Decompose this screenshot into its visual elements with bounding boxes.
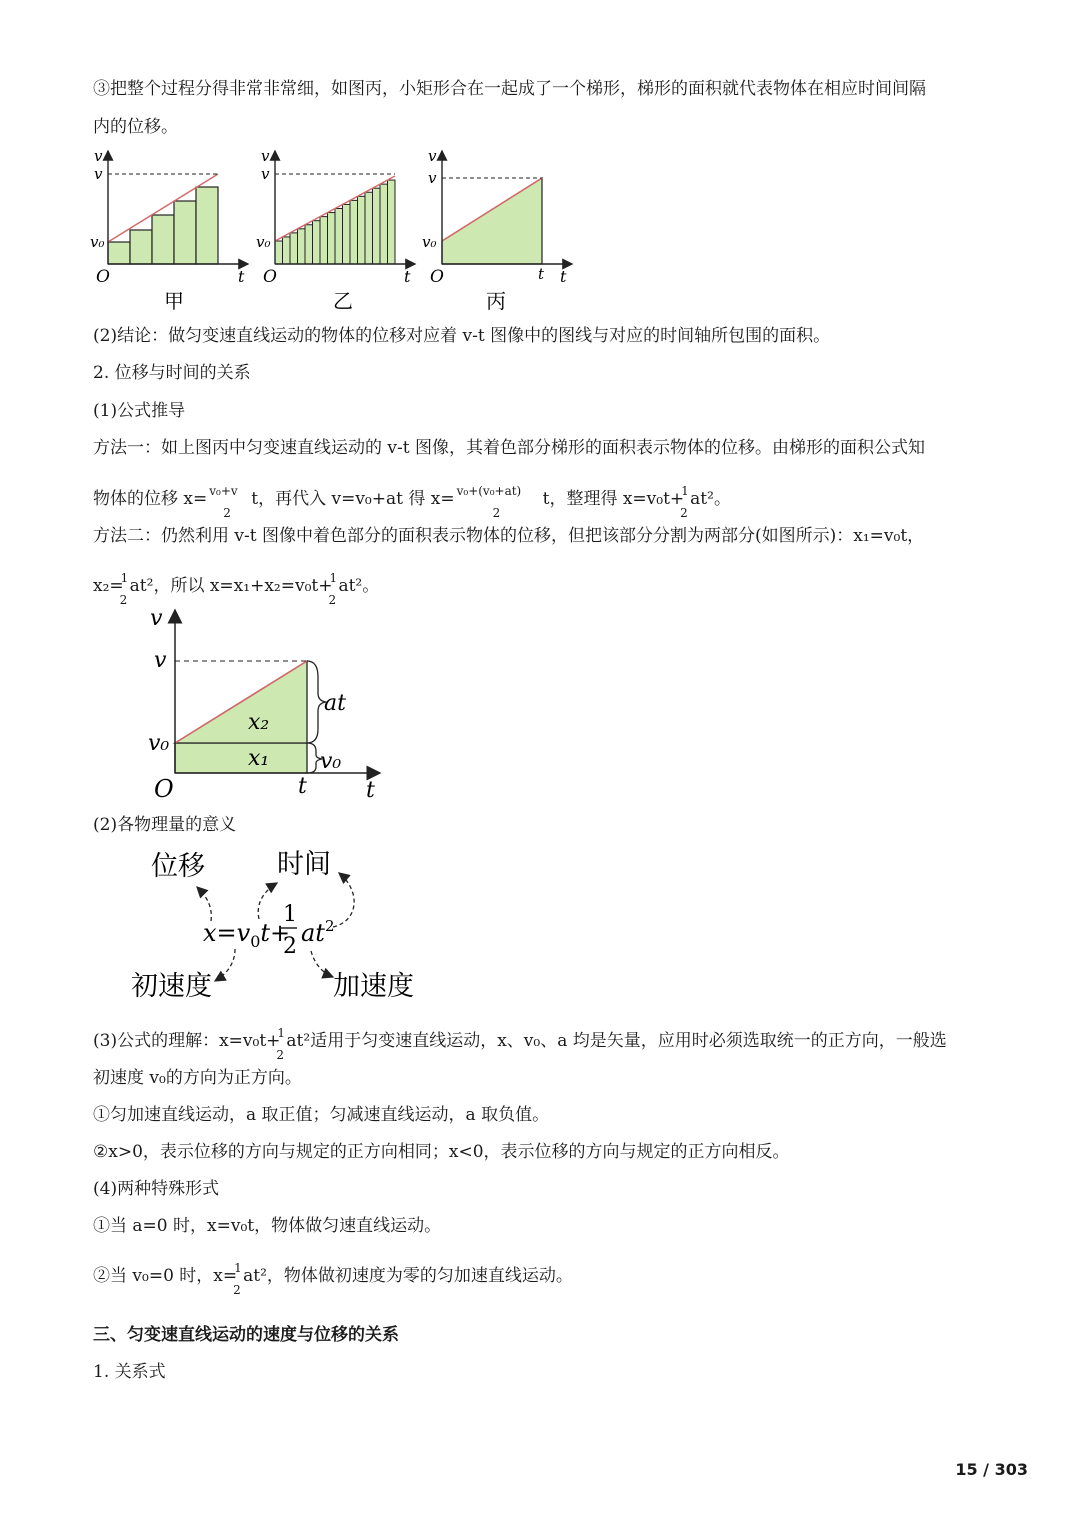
text-segment: at²适用于匀变速直线运动，x、v₀、a 均是矢量，应用时必须选取统一的正方向，一般选 [286,1031,947,1051]
meaning-title: (2)各物理量的意义 [93,815,237,835]
method2-line1: 方法二：仍然利用 v-t 图像中着色部分的面积表示物体的位移，但把该部分分割为两部分(如图所示)：x₁=v₀t， [93,526,925,546]
method1-line1: 方法一：如上图丙中匀变速直线运动的 v-t 图像，其着色部分梯形的面积表示物体的位移。由梯形的面积公式知 [93,438,925,458]
text-segment: ②当 v₀=0 时，x= [93,1266,238,1286]
formula [203,902,335,959]
thin-rect [358,196,366,264]
denominator: 2 [233,1283,241,1297]
origin-label: O [263,267,277,287]
paragraph-step3-line2: 内的位移。 [93,117,178,137]
thin-rect [305,225,313,264]
v-axis-label: v [94,147,103,165]
thin-rect [365,192,373,264]
t-axis-label: t [560,267,567,286]
vt-graphs-row [88,145,588,315]
numerator: 1 [120,571,129,585]
special2 [93,1261,1033,1297]
thin-rect [343,204,351,264]
arrow-to-acceleration [311,951,333,977]
v0-label: v₀ [256,233,271,251]
v-axis-label: v [261,147,270,165]
x1-label: x₁ [248,746,270,771]
paragraph-step3-line1: ③把整个过程分得非常非常细，如图丙，小矩形合在一起成了一个梯形，梯形的面积就代表物体在相应时间间隔 [93,79,926,99]
text-segment: 物体的位移 x= [93,489,208,509]
t-axis-label: t [404,267,411,286]
thin-rect [380,184,388,264]
denominator: 2 [328,593,337,607]
label-initial-velocity: 初速度 [131,971,212,1002]
text-segment: at²。 [690,489,731,509]
v0-label: v₀ [148,731,170,756]
v-axis-label: v [428,147,437,165]
section2-title: 2. 位移与时间的关系 [93,363,251,383]
trapezoid-area [442,178,542,264]
arrow-to-time [258,883,277,919]
special-title: (4)两种特殊形式 [93,1179,220,1199]
label-time: 时间 [277,849,331,880]
point1: ①匀加速直线运动，a 取正值；匀减速直线运动，a 取负值。 [93,1105,550,1125]
text-segment: x₂= [93,576,124,596]
thin-rect [283,237,291,264]
thin-rect [298,229,306,264]
caption-bing: 丙 [486,289,506,313]
denominator: 2 [492,506,501,520]
at-label: at [324,691,346,716]
method1-line2 [93,484,1033,520]
denominator: 2 [119,593,128,607]
split-area-graph [140,605,400,805]
conclusion: (2)结论：做匀变速直线运动的物体的位移对应着 v-t 图像中的图线与对应的时间轴所包围的面积。 [93,326,831,346]
step-rect [196,187,218,264]
thin-rect [328,213,336,264]
label-acceleration: 加速度 [333,971,414,1002]
thin-rect [350,200,358,264]
point2: ②x>0，表示位移的方向与规定的正方向相同；x<0，表示位移的方向与规定的正方向相反。 [93,1142,790,1162]
numerator: 1 [234,1261,242,1275]
understanding-line2: 初速度 v₀的方向为正方向。 [93,1068,302,1088]
text-segment: at²，所以 x=x₁+x₂=v₀t+ [129,576,333,596]
numerator: v₀+v [209,484,238,498]
derivation-title: (1)公式推导 [93,401,186,421]
origin-label: O [154,775,174,803]
thin-rect [313,221,321,264]
svg-text:x=v0t+: $x=v_0t+$ [203,919,291,951]
understanding-line1 [93,1026,1033,1062]
graph-bing [422,147,572,313]
formula-meaning-diagram [125,843,435,1008]
v0-label: v₀ [90,233,105,251]
v0-brace-label: v₀ [320,749,342,774]
caption-yi: 乙 [333,289,353,313]
thin-rect [373,188,381,264]
page-number: 15 / 303 [955,1460,1028,1479]
step-rect [152,215,174,264]
graph-yi [256,147,415,313]
frac-num: 1 [283,902,297,927]
v-axis-label: v [150,606,163,631]
step-rect [130,230,152,264]
t-axis-label: t [238,267,245,286]
t-axis-label: t [366,778,375,803]
svg-text:at2: $at^2$ [301,917,335,947]
frac-den: 2 [283,934,297,959]
numerator: 1 [329,571,338,585]
origin-label: O [96,267,110,287]
text-segment: at²。 [338,576,380,596]
numerator: 1 [681,484,689,498]
graph-jia [90,147,248,313]
label-displacement: 位移 [151,851,205,882]
denominator: 2 [223,506,231,520]
thin-rect [320,217,328,264]
v-value-label: v [261,165,270,183]
thin-rect [290,233,298,264]
text-segment: at²，物体做初速度为零的匀加速直线运动。 [243,1266,573,1286]
v-value-label: v [94,165,103,183]
arrow-to-displacement [197,887,211,921]
thin-rect [388,180,396,264]
text-segment: t，再代入 v=v₀+at 得 x= [251,489,455,509]
t-tick-label: t [298,774,307,799]
numerator: 1 [277,1026,286,1040]
relation-title: 1. 关系式 [93,1362,166,1382]
x2-label: x₂ [248,710,270,735]
denominator: 2 [680,506,688,520]
special1: ①当 a=0 时，x=v₀t，物体做匀速直线运动。 [93,1216,442,1236]
text-segment: (3)公式的理解：x=v₀t+ [93,1031,281,1051]
v-value-label: v [154,648,167,673]
step-rect [174,201,196,264]
numerator: v₀+(v₀+at) [456,484,522,498]
thin-rect [275,241,283,264]
v-value-label: v [428,169,437,187]
section3-title: 三、匀变速直线运动的速度与位移的关系 [93,1325,399,1345]
v0-label: v₀ [422,233,437,251]
t-tick-label: t [538,265,545,283]
thin-rect [335,209,343,265]
text-segment: t，整理得 x=v₀t+ [542,489,685,509]
method2-line2 [93,571,1033,607]
arrow-from-t-squared [333,873,354,927]
arrow-to-initial-velocity [215,949,235,981]
area-x1 [175,743,307,773]
denominator: 2 [276,1048,285,1062]
caption-jia: 甲 [164,289,184,313]
step-rect [108,242,130,264]
origin-label: O [430,267,444,287]
